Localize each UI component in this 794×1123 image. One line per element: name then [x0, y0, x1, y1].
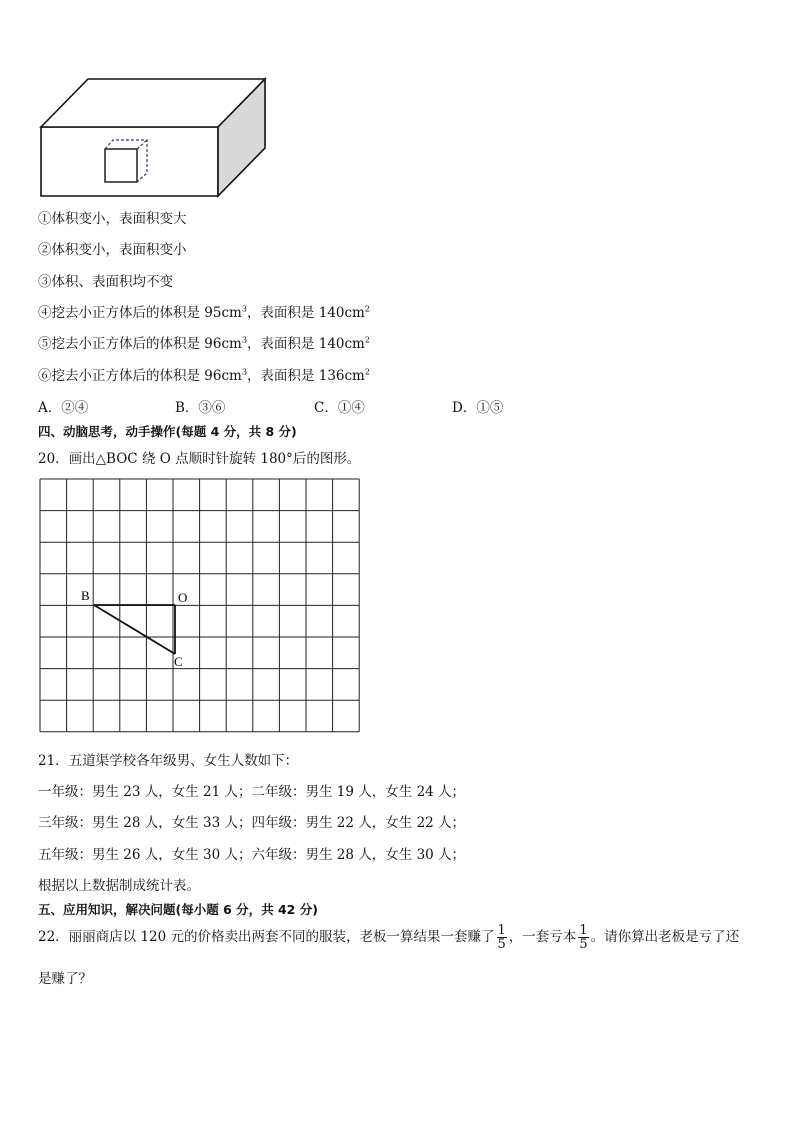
choice-a: A．②④	[38, 400, 89, 416]
point-b-label: B	[81, 588, 90, 603]
option-marker: ②	[38, 242, 52, 258]
fraction-denominator: 5	[579, 937, 588, 952]
question-20: 20．画出△BOC 绕 O 点顺时针旋转 180°后的图形。	[38, 451, 361, 467]
cuboid-figure	[38, 74, 270, 200]
option-3	[38, 270, 173, 290]
question-22-text: 。请你算出老板是亏了还	[590, 928, 740, 945]
option-marker: ⑤	[38, 336, 52, 352]
fraction	[578, 924, 588, 951]
choice-c: C．①④	[314, 400, 365, 416]
option-marker: ⑥	[38, 368, 52, 384]
choice-b: B．③⑥	[175, 400, 226, 416]
question-22-text: 22．丽丽商店以 120 元的价格卖出两套不同的服装，老板一算结果一套赚了	[38, 928, 495, 945]
option-4	[38, 301, 370, 321]
option-text: 体积、表面积均不变	[51, 274, 173, 290]
option-text: 挖去小正方体后的体积是 96cm	[51, 368, 242, 384]
data-line-3: 五年级：男生 26 人，女生 30 人；六年级：男生 28 人，女生 30 人；	[38, 847, 466, 863]
option-marker: ①	[38, 211, 52, 227]
superscript: 2	[364, 335, 370, 345]
option-text: 挖去小正方体后的体积是 96cm	[51, 336, 242, 352]
option-2	[38, 238, 187, 258]
option-text: ，表面积是 140cm	[246, 336, 365, 352]
section-heading: 五、应用知识，解决问题(每小题 6 分，共 42 分)	[38, 902, 318, 917]
question-21: 21．五道渠学校各年级男、女生人数如下：	[38, 753, 299, 769]
triangle-side-bc	[94, 605, 175, 654]
choice-d: D．①⑤	[452, 400, 504, 416]
option-5	[38, 332, 370, 352]
data-line-2: 三年级：男生 28 人，女生 33 人；四年级：男生 22 人，女生 22 人；	[38, 815, 466, 831]
option-text: 体积变小，表面积变小	[51, 242, 187, 258]
superscript: 2	[364, 304, 370, 314]
option-text: ，表面积是 136cm	[246, 368, 365, 384]
question-21-instruction: 根据以上数据制成统计表。	[38, 878, 200, 894]
fraction-numerator: 1	[579, 923, 588, 938]
section-heading: 四、动脑思考，动手操作(每题 4 分，共 8 分)	[38, 424, 297, 439]
fraction-numerator: 1	[497, 923, 506, 938]
option-6	[38, 364, 370, 384]
option-text: 挖去小正方体后的体积是 95cm	[51, 305, 242, 321]
fraction-denominator: 5	[497, 937, 506, 952]
fraction	[497, 924, 507, 951]
superscript: 3	[241, 304, 247, 314]
superscript: 2	[364, 367, 370, 377]
point-o-label: O	[178, 590, 188, 605]
option-text: ，表面积是 140cm	[246, 305, 365, 321]
question-22-text: ，一套亏本	[508, 928, 577, 945]
option-marker: ④	[38, 305, 52, 321]
superscript: 3	[241, 367, 247, 377]
data-line-1: 一年级：男生 23 人，女生 21 人；二年级：男生 19 人，女生 24 人；	[38, 784, 466, 800]
question-22-continued: 是赚了？	[38, 971, 92, 987]
option-marker: ③	[38, 274, 52, 290]
question-22	[38, 924, 739, 951]
grid-figure	[39, 478, 363, 734]
superscript: 3	[241, 335, 247, 345]
option-text: 体积变小，表面积变大	[51, 211, 187, 227]
point-c-label: C	[174, 654, 183, 669]
option-1	[38, 207, 187, 227]
